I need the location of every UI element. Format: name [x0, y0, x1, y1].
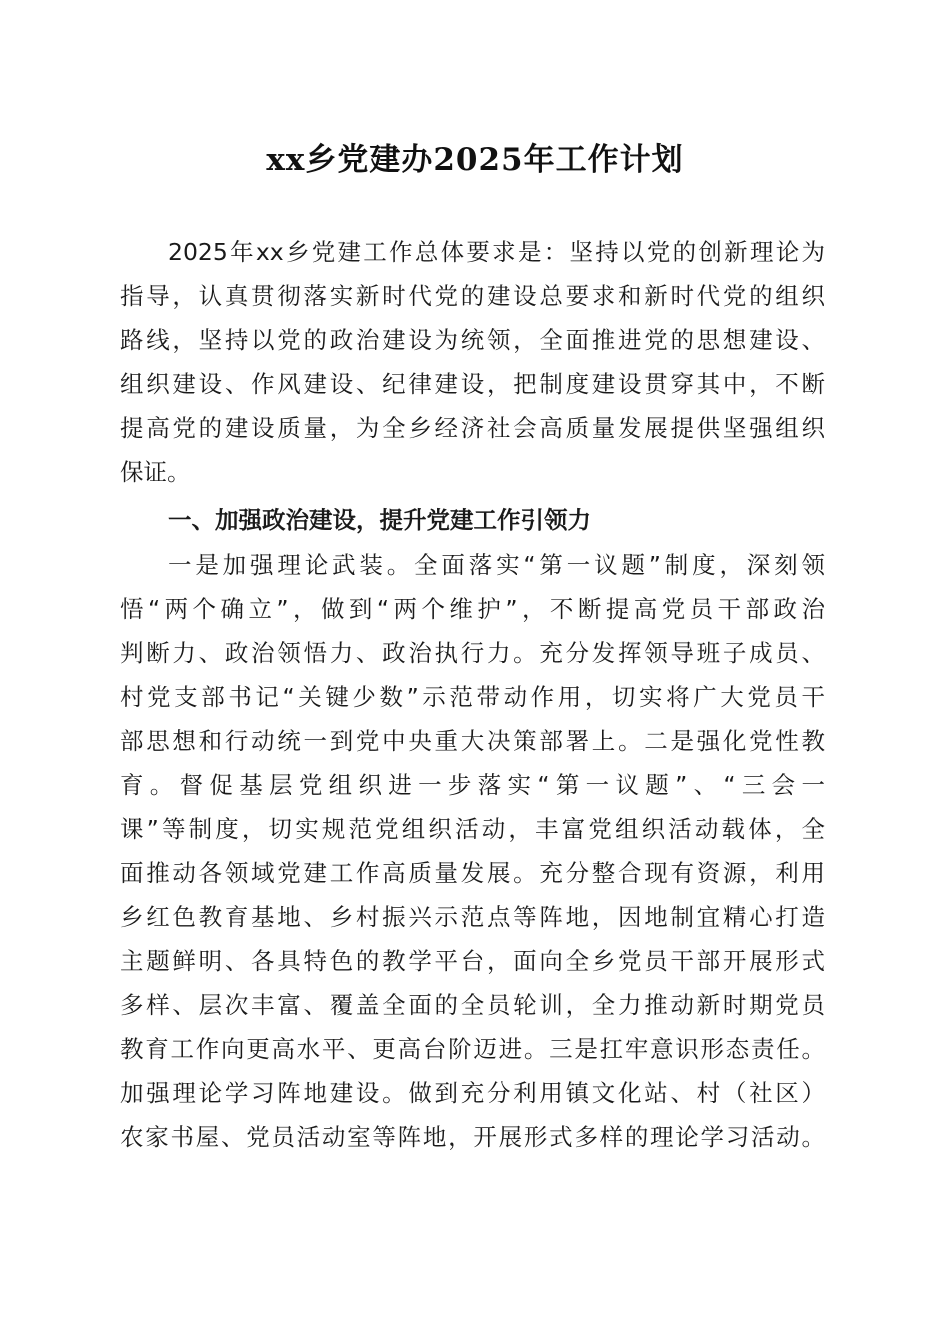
paragraph-line: 主题鲜明、各具特色的教学平台，面向全乡党员干部开展形式 [120, 947, 825, 975]
paragraph-line: 课”等制度，切实规范党组织活动，丰富党组织活动载体，全 [120, 815, 825, 843]
paragraph-line: 组织建设、作风建设、纪律建设，把制度建设贯穿其中，不断 [120, 370, 825, 398]
paragraph-line: 面推动各领域党建工作高质量发展。充分整合现有资源，利用 [120, 859, 825, 887]
paragraph-line: 提高党的建设质量，为全乡经济社会高质量发展提供坚强组织 [120, 414, 825, 442]
paragraph-line: 多样、层次丰富、覆盖全面的全员轮训，全力推动新时期党员 [120, 991, 825, 1019]
paragraph-line: 育。督促基层党组织进一步落实“第一议题”、“三会一 [120, 771, 825, 799]
section-heading: 一、加强政治建设，提升党建工作引领力 [168, 506, 591, 534]
paragraph-line: 部思想和行动统一到党中央重大决策部署上。二是强化党性教 [120, 727, 825, 755]
paragraph-line: 乡红色教育基地、乡村振兴示范点等阵地，因地制宜精心打造 [120, 903, 825, 931]
document-title: xx乡党建办2025年工作计划 [266, 142, 684, 178]
paragraph-line: 路线，坚持以党的政治建设为统领，全面推进党的思想建设、 [120, 326, 825, 354]
paragraph-line: 一是加强理论武装。全面落实“第一议题”制度，深刻领 [168, 551, 825, 579]
paragraph-line: 2025年xx乡党建工作总体要求是：坚持以党的创新理论为 [168, 238, 825, 266]
paragraph-line: 教育工作向更高水平、更高台阶迈进。三是扛牢意识形态责任。 [120, 1035, 825, 1063]
paragraph-line: 农家书屋、党员活动室等阵地，开展形式多样的理论学习活动。 [120, 1123, 825, 1151]
paragraph-line: 加强理论学习阵地建设。做到充分利用镇文化站、村（社区） [120, 1079, 825, 1107]
paragraph-line: 指导，认真贯彻落实新时代党的建设总要求和新时代党的组织 [120, 282, 825, 310]
paragraph-line: 村党支部书记“关键少数”示范带动作用，切实将广大党员干 [120, 683, 825, 711]
paragraph-line: 悟“两个确立”，做到“两个维护”，不断提高党员干部政治 [120, 595, 825, 623]
paragraph-line: 判断力、政治领悟力、政治执行力。充分发挥领导班子成员、 [120, 639, 825, 667]
paragraph-line: 保证。 [120, 458, 191, 486]
